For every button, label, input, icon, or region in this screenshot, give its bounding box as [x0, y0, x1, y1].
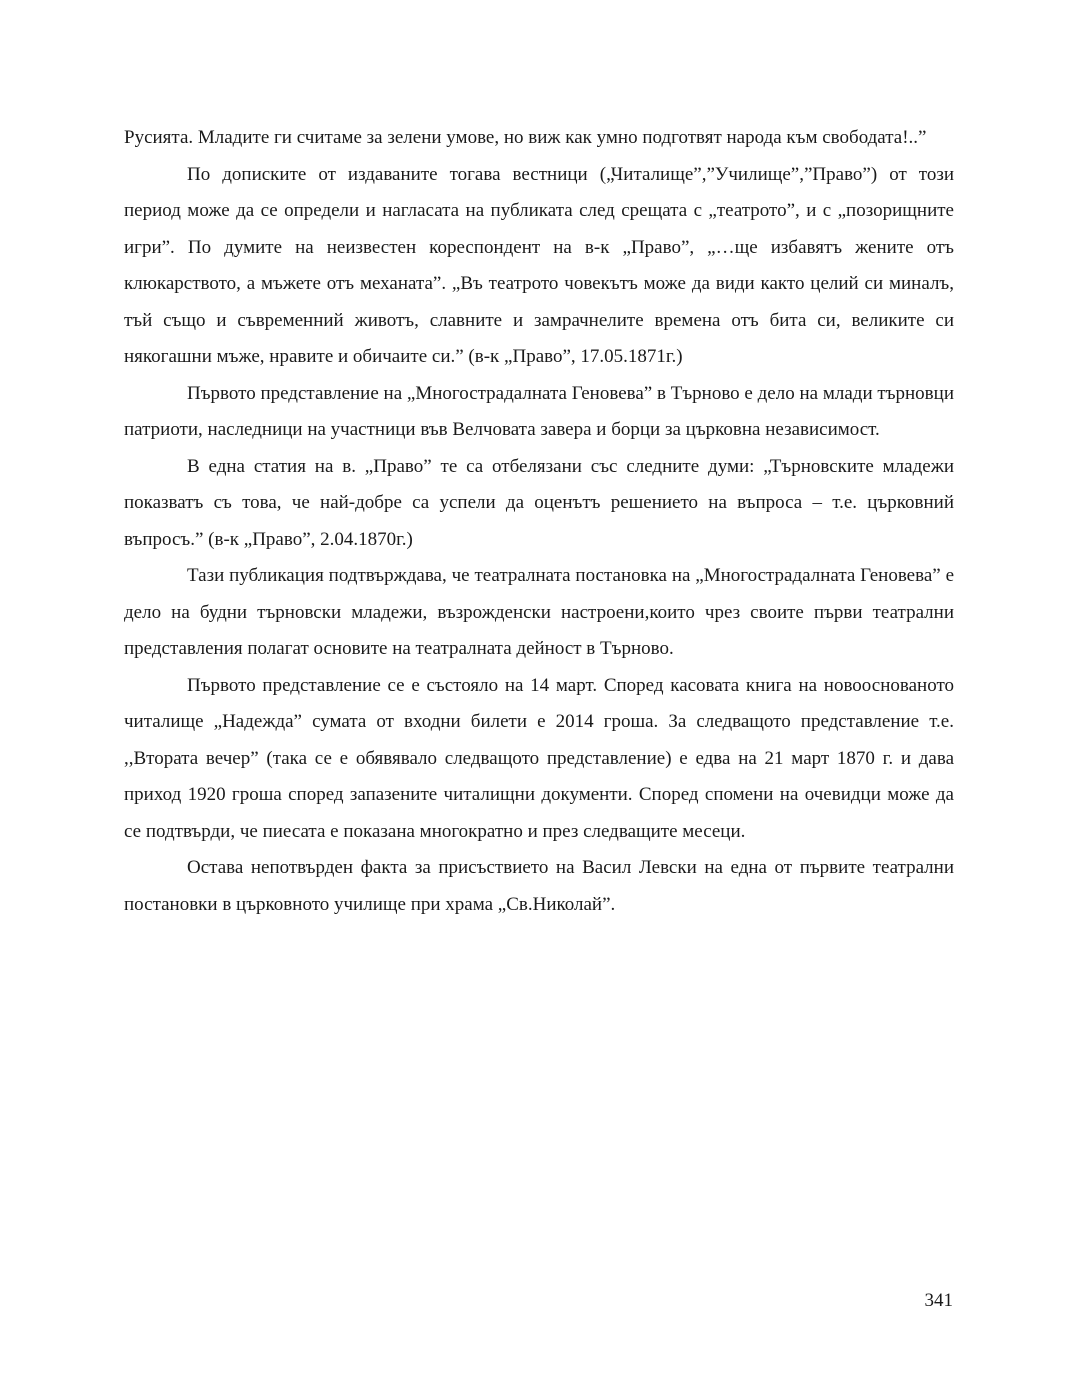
paragraph: Остава непотвърден факта за присъствието на Васил Левски на една от първите театрални постановки в църковното училище при храма „Св.Николай”.: [124, 857, 954, 915]
paragraph: По дописките от издаваните тогава вестници („Читалище”,”Училище”,”Право”) от този период може да се определи и нагласата на публиката след срещата с „театрото”, и с „позорищните игри”. По думите на неизвестен кореспондент на в-к „Право”, „…ще избавятъ жените отъ клюкарството, а мъжете отъ механата”. „Въ театрото човекътъ може да види както целий си миналъ, тъй също и съвременний животъ, славните и замрачнелите времена отъ бита си, великите си някогашни мъже, нравите и обичаите си.” (в-к „Право”, 17.05.1871г.): [124, 163, 954, 367]
paragraph: Първото представление на „Многострадалната Геновева” в Търново е дело на млади търновци патриоти, наследници на участници във Велчовата завера и борци за църковна независимост.: [124, 382, 954, 440]
paragraph: Първото представление се е състояло на 14 март. Според касовата книга на новооснованото читалище „Надежда” сумата от входни билети е 2014 гроша. За следващото представление т.е. ,,Втората вечер” (така се е обявявало следващото представление) е едва на 21 март 1870 г. и дава приход 1920 гроша според запазените читалищни документи. Според спомени на очевидци може да се подтвърди, че пиесата е показана многократно и през следващите месеци.: [124, 674, 954, 842]
paragraph: В една статия на в. „Право” те са отбелязани със следните думи: „Търновските младежи показватъ съ това, че най-добре са успели да оценътъ решението на въпроса – т.е. църковний въпросъ.” (в-к „Право”, 2.04.1870г.): [124, 455, 954, 550]
paragraph: Русията. Младите ги считаме за зелени умове, но виж как умно подготвят народа към свободата!..”: [124, 127, 927, 148]
body-text: [124, 120, 954, 923]
page-number: 341: [924, 1290, 953, 1311]
paragraph: Тази публикация подтвърждава, че театралната постановка на „Многострадалната Геновева” е дело на будни търновски младежи, възрожденски настроени,които чрез своите първи театрални представления полагат основите на театралната дейност в Търново.: [124, 565, 954, 659]
